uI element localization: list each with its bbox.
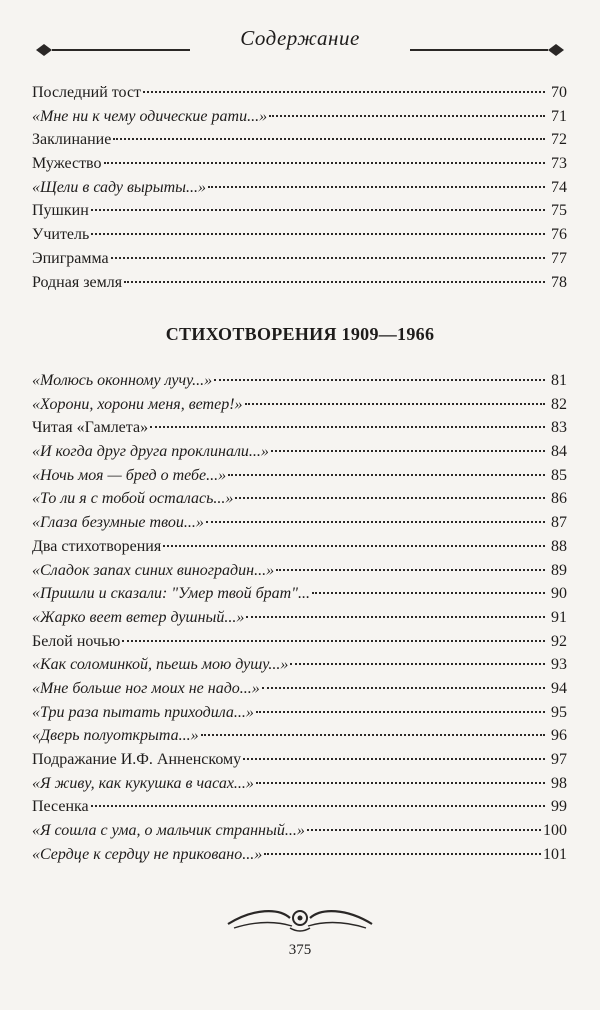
toc-entry bbox=[32, 490, 567, 514]
toc-entry-page: 77 bbox=[551, 249, 567, 267]
toc-entry-title: Два стихотворения bbox=[32, 537, 162, 555]
running-header bbox=[30, 26, 570, 66]
toc-entry-page: 90 bbox=[551, 585, 567, 603]
toc-entry-title: «Три раза пытать приходила...» bbox=[32, 703, 254, 721]
toc-dot-leader bbox=[163, 545, 545, 547]
toc-entry-title: «Сердце к сердцу не приковано...» bbox=[32, 845, 263, 863]
toc-dot-leader bbox=[246, 616, 545, 618]
toc-entry-title: Заклинание bbox=[32, 131, 112, 149]
toc-entry bbox=[32, 727, 567, 751]
toc-entry bbox=[32, 179, 567, 203]
toc-dot-leader bbox=[111, 257, 545, 259]
toc-entry bbox=[32, 751, 567, 775]
toc-entry-title: «Ночь моя — бред о тебе...» bbox=[32, 466, 227, 484]
toc-dot-leader bbox=[307, 829, 541, 831]
toc-entry-page: 83 bbox=[551, 419, 567, 437]
toc-dot-leader bbox=[104, 162, 546, 164]
toc-entry bbox=[32, 202, 567, 226]
toc-entry-page: 94 bbox=[551, 679, 567, 697]
toc-entry-page: 97 bbox=[551, 751, 567, 768]
toc-entry-title: «Глаза безумные твои...» bbox=[32, 514, 204, 532]
toc-dot-leader bbox=[143, 91, 545, 93]
toc-dot-leader bbox=[256, 782, 545, 784]
toc-entry bbox=[32, 775, 567, 799]
toc-entry bbox=[32, 155, 567, 179]
toc-entry bbox=[32, 538, 567, 562]
toc-entry-title: «И когда друг друга проклинали...» bbox=[32, 443, 269, 461]
toc-entry-page: 89 bbox=[551, 561, 567, 579]
toc-entry-title: «Жарко веет ветер душный...» bbox=[32, 608, 245, 626]
toc-entry bbox=[32, 396, 567, 420]
toc-entry-page: 98 bbox=[551, 774, 567, 792]
toc-entry bbox=[32, 131, 567, 155]
toc-dot-leader bbox=[312, 592, 545, 594]
toc-entry-page: 95 bbox=[551, 703, 567, 721]
toc-entry-title: Родная земля bbox=[32, 273, 123, 291]
toc-entry-title: «Хорони, хорони меня, ветер!» bbox=[32, 395, 243, 413]
toc-dot-leader bbox=[208, 186, 545, 188]
toc-entry bbox=[32, 798, 567, 822]
toc-entry-title: Пушкин bbox=[32, 202, 89, 220]
toc-entry-title: «Я живу, как кукушка в часах...» bbox=[32, 774, 254, 792]
toc-entry-page: 100 bbox=[543, 822, 567, 840]
toc-entry bbox=[32, 274, 567, 298]
toc-entry-title: «Мне больше ног моих не надо...» bbox=[32, 679, 260, 697]
toc-entry-title: «Дверь полуоткрыта...» bbox=[32, 727, 199, 745]
toc-entry-page: 84 bbox=[551, 443, 567, 461]
toc-entry bbox=[32, 704, 567, 728]
toc-entry-page: 78 bbox=[551, 273, 567, 291]
toc-entry-title: «То ли я с тобой осталась...» bbox=[32, 490, 234, 508]
toc-dot-leader bbox=[214, 379, 545, 381]
toc-dot-leader bbox=[262, 687, 545, 689]
header-title: Содержание bbox=[240, 26, 360, 50]
toc-entry-title: Мужество bbox=[32, 155, 102, 173]
toc-entry-page: 88 bbox=[551, 537, 567, 555]
toc-dot-leader bbox=[245, 403, 545, 405]
toc-entry bbox=[32, 633, 567, 657]
toc-dot-leader bbox=[276, 569, 545, 571]
toc-dot-leader bbox=[264, 853, 541, 855]
toc-entry-title: «Я сошла с ума, о мальчик странный...» bbox=[32, 822, 305, 840]
toc-entry bbox=[32, 656, 567, 680]
toc-entry-title: Эпиграмма bbox=[32, 249, 109, 267]
toc-entry bbox=[32, 226, 567, 250]
toc-entry-page: 76 bbox=[551, 226, 567, 244]
toc-entry bbox=[32, 514, 567, 538]
toc-dot-leader bbox=[243, 758, 545, 760]
toc-entry bbox=[32, 372, 567, 396]
toc-entry-page: 74 bbox=[551, 178, 567, 196]
toc-entry-page: 85 bbox=[551, 466, 567, 484]
toc-dot-leader bbox=[201, 734, 545, 736]
toc-entry bbox=[32, 846, 567, 870]
toc-entry bbox=[32, 108, 567, 132]
toc-entry-page: 82 bbox=[551, 395, 567, 413]
toc-entry-title: «Как соломинкой, пьешь мою душу...» bbox=[32, 656, 289, 674]
toc-entry-title: «Молюсь оконному лучу...» bbox=[32, 372, 213, 389]
toc-entry-page: 70 bbox=[551, 84, 567, 101]
toc-entry-title: Подражание И.Ф. Анненскому bbox=[32, 751, 242, 768]
toc-entry-page: 86 bbox=[551, 490, 567, 508]
toc-dot-leader bbox=[271, 450, 545, 452]
toc-entry bbox=[32, 609, 567, 633]
toc-entry-page: 92 bbox=[551, 632, 567, 650]
toc-dot-leader bbox=[150, 426, 545, 428]
toc-entry-title: «Пришли и сказали: "Умер твой брат"... bbox=[32, 585, 310, 603]
toc-dot-leader bbox=[206, 521, 545, 523]
toc-entry bbox=[32, 585, 567, 609]
toc-entry-title: Последний тост bbox=[32, 84, 142, 101]
toc-entry-title: Учитель bbox=[32, 226, 90, 244]
toc-entry-title: Белой ночью bbox=[32, 632, 121, 650]
toc-entry-page: 93 bbox=[551, 656, 567, 674]
toc-entry-page: 71 bbox=[551, 107, 567, 125]
toc-entry-page: 75 bbox=[551, 202, 567, 220]
toc-dot-leader bbox=[256, 711, 545, 713]
toc-entry-page: 91 bbox=[551, 608, 567, 626]
toc-entry-title: «Щели в саду вырыты...» bbox=[32, 178, 206, 196]
page-number: 375 bbox=[288, 942, 312, 958]
toc-entry-page: 99 bbox=[551, 798, 567, 816]
toc-dot-leader bbox=[124, 281, 545, 283]
toc-entry-page: 96 bbox=[551, 727, 567, 745]
toc-dot-leader bbox=[269, 115, 545, 117]
toc-dot-leader bbox=[290, 663, 545, 665]
footer-ornament bbox=[224, 900, 376, 936]
toc-list-bottom bbox=[32, 372, 567, 869]
toc-dot-leader bbox=[122, 640, 545, 642]
toc-list-top bbox=[32, 84, 567, 297]
toc-entry-title: Песенка bbox=[32, 798, 89, 816]
toc-entry-title: «Мне ни к чему одические рати...» bbox=[32, 107, 268, 125]
toc-dot-leader bbox=[91, 805, 545, 807]
toc-entry bbox=[32, 419, 567, 443]
toc-entry bbox=[32, 467, 567, 491]
toc-entry-page: 73 bbox=[551, 155, 567, 173]
toc-entry bbox=[32, 443, 567, 467]
toc-entry bbox=[32, 250, 567, 274]
toc-dot-leader bbox=[235, 497, 545, 499]
toc-dot-leader bbox=[113, 138, 545, 140]
toc-dot-leader bbox=[91, 209, 545, 211]
toc-entry-page: 101 bbox=[543, 845, 567, 863]
toc-dot-leader bbox=[91, 233, 545, 235]
toc-dot-leader bbox=[228, 474, 545, 476]
section-heading: СТИХОТВОРЕНИЯ 1909—1966 bbox=[165, 324, 435, 344]
toc-entry bbox=[32, 822, 567, 846]
toc-entry-page: 81 bbox=[551, 372, 567, 389]
toc-entry-title: «Сладок запах синих виноградин...» bbox=[32, 561, 275, 579]
toc-entry bbox=[32, 680, 567, 704]
toc-entry bbox=[32, 84, 567, 108]
toc-entry-page: 72 bbox=[551, 131, 567, 149]
toc-entry bbox=[32, 562, 567, 586]
toc-entry-title: Читая «Гамлета» bbox=[32, 419, 149, 437]
toc-entry-page: 87 bbox=[551, 514, 567, 532]
